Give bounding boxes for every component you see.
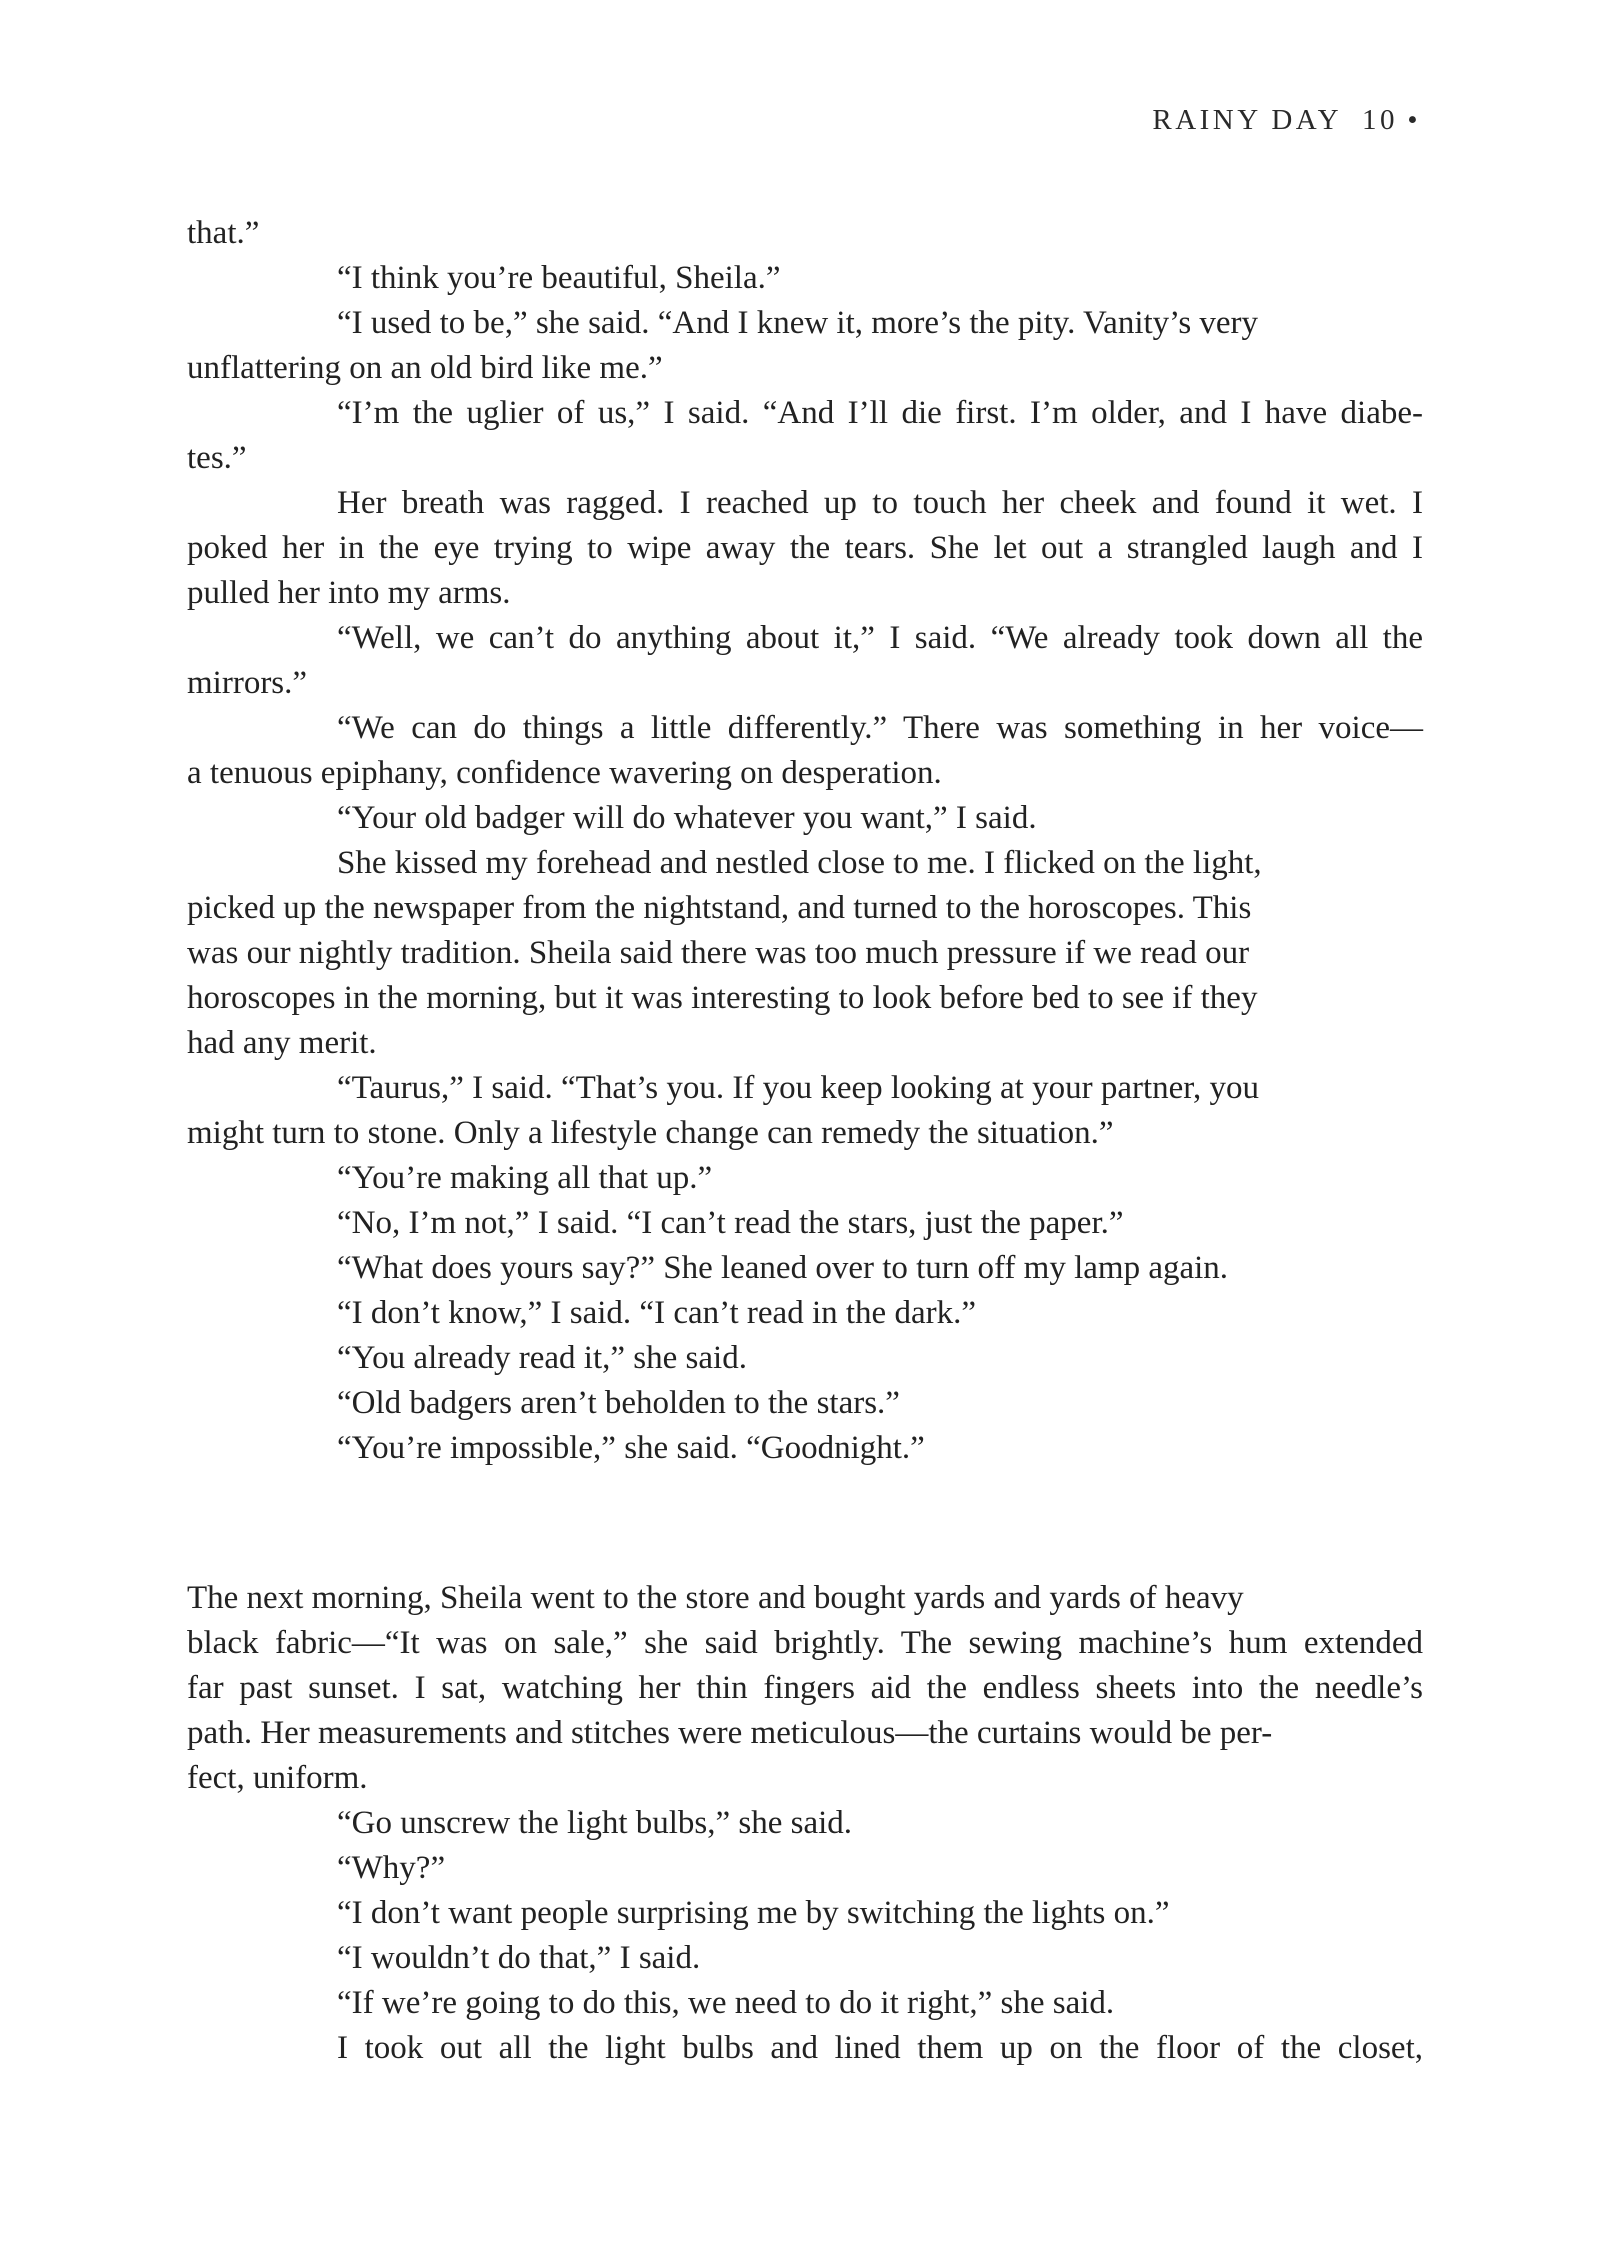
section-break <box>187 1471 1423 1576</box>
text-line: pulled her into my arms. <box>187 575 511 611</box>
page-number: 10 <box>1362 104 1399 136</box>
running-head-title: RAINY DAY <box>1152 104 1343 136</box>
text-line: She kissed my forehead and nestled close to me. I flicked on the light, <box>337 845 1262 881</box>
text-line: “Old badgers aren’t beholden to the stars.” <box>337 1385 900 1421</box>
text-line: “Your old badger will do whatever you want,” I said. <box>337 800 1037 836</box>
text-line: “Well, we can’t do anything about it,” I said. “We already took down all the <box>337 620 1423 656</box>
text-line: Her breath was ragged. I reached up to touch her cheek and found it wet. I <box>337 485 1423 521</box>
text-line: “I used to be,” she said. “And I knew it, more’s the pity. Vanity’s very <box>337 305 1259 341</box>
text-line: might turn to stone. Only a lifestyle change can remedy the situation.” <box>187 1115 1114 1151</box>
text-line: that.” <box>187 215 260 251</box>
text-line: “What does yours say?” She leaned over to turn off my lamp again. <box>337 1250 1229 1286</box>
text-line: was our nightly tradition. Sheila said there was too much pressure if we read our <box>187 935 1250 971</box>
text-line: unflattering on an old bird like me.” <box>187 350 663 386</box>
text-line: “I wouldn’t do that,” I said. <box>337 1940 701 1976</box>
text-line: “I don’t know,” I said. “I can’t read in the dark.” <box>337 1295 976 1331</box>
text-line: picked up the newspaper from the nightstand, and turned to the horoscopes. This <box>187 890 1252 926</box>
header-bullet: • <box>1407 104 1421 136</box>
text-line: “I’m the uglier of us,” I said. “And I’ll die first. I’m older, and I have diabe- <box>337 395 1423 431</box>
text-line: “We can do things a little differently.” There was something in her voice— <box>337 710 1423 746</box>
text-line: poked her in the eye trying to wipe away the tears. She let out a strangled laugh and I <box>187 530 1423 566</box>
text-line: “Taurus,” I said. “That’s you. If you keep looking at your partner, you <box>337 1070 1259 1106</box>
text-line: fect, uniform. <box>187 1760 368 1796</box>
text-line: black fabric—“It was on sale,” she said brightly. The sewing machine’s hum extended <box>187 1625 1423 1661</box>
text-line: “If we’re going to do this, we need to do it right,” she said. <box>337 1985 1115 2021</box>
text-line: path. Her measurements and stitches were meticulous—the curtains would be per- <box>187 1715 1273 1751</box>
text-line: “No, I’m not,” I said. “I can’t read the stars, just the paper.” <box>337 1205 1124 1241</box>
text-line: I took out all the light bulbs and lined them up on the floor of the closet, <box>337 2030 1423 2066</box>
running-head <box>1152 104 1421 137</box>
text-line: far past sunset. I sat, watching her thin fingers aid the endless sheets into the needle’s <box>187 1670 1423 1706</box>
text-line: “Go unscrew the light bulbs,” she said. <box>337 1805 853 1841</box>
text-line: “I think you’re beautiful, Sheila.” <box>337 260 781 296</box>
text-line: mirrors.” <box>187 665 308 701</box>
text-line: horoscopes in the morning, but it was interesting to look before bed to see if they <box>187 980 1258 1016</box>
text-line: “Why?” <box>337 1850 446 1886</box>
text-line: had any merit. <box>187 1025 377 1061</box>
text-line: The next morning, Sheila went to the store and bought yards and yards of heavy <box>187 1580 1244 1616</box>
text-line: “You already read it,” she said. <box>337 1340 747 1376</box>
text-line: “I don’t want people surprising me by switching the lights on.” <box>337 1895 1170 1931</box>
body-text <box>187 211 1423 2071</box>
text-line: “You’re impossible,” she said. “Goodnight.” <box>337 1430 925 1466</box>
text-line: “You’re making all that up.” <box>337 1160 713 1196</box>
text-line: tes.” <box>187 440 247 476</box>
text-line: a tenuous epiphany, confidence wavering on desperation. <box>187 755 942 791</box>
